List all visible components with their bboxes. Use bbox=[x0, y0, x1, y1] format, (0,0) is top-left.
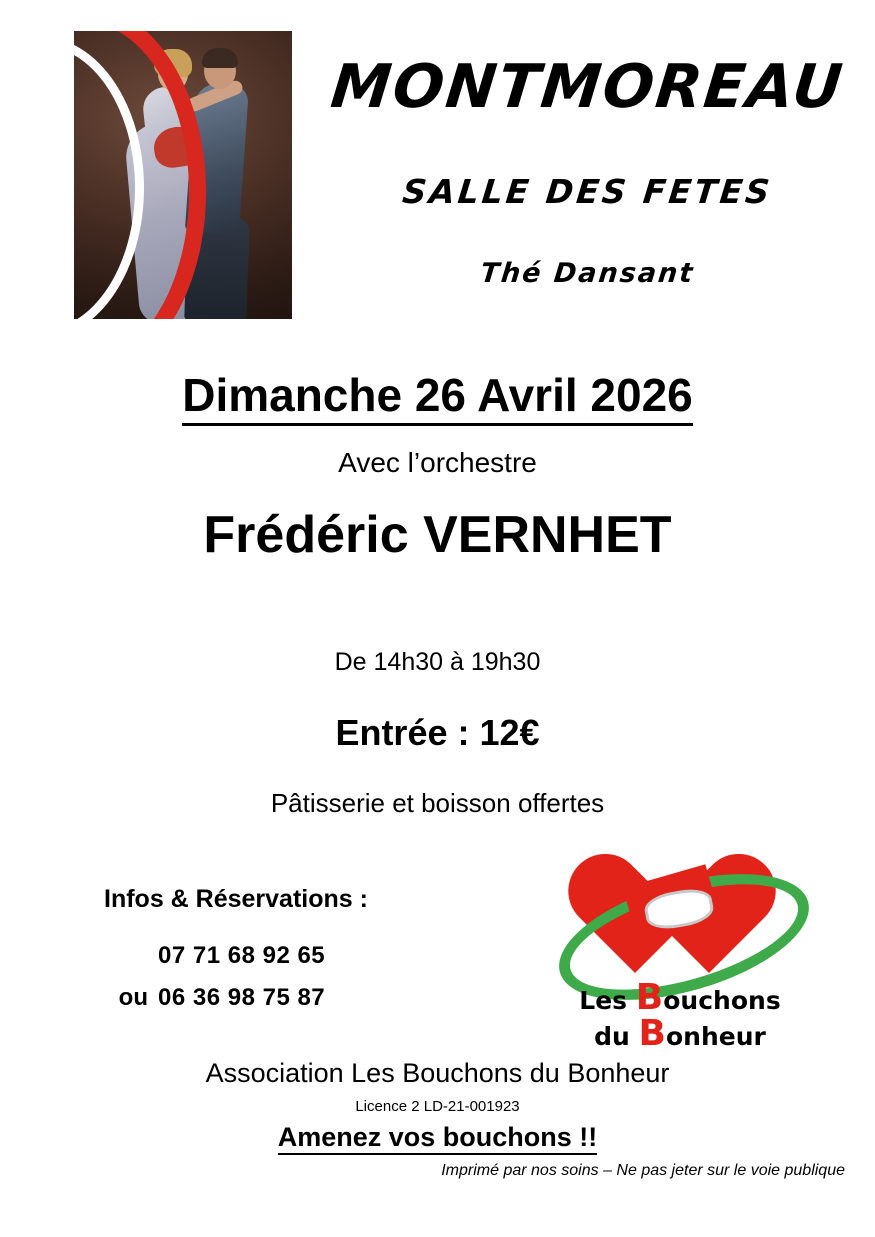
swoosh-edge-mask bbox=[58, 31, 74, 319]
event-hours: De 14h30 à 19h30 bbox=[334, 648, 541, 676]
contact-title: Infos & Réservations : bbox=[104, 885, 368, 913]
event-date bbox=[0, 368, 875, 422]
phone-prefix: ou bbox=[118, 984, 148, 1011]
association-name: Association Les Bouchons du Bonheur bbox=[205, 1058, 670, 1088]
association-logo bbox=[555, 855, 805, 1060]
event-offered: Pâtisserie et boisson offertes bbox=[270, 788, 605, 818]
event-type-subtitle: Thé Dansant bbox=[479, 258, 696, 289]
poster-header bbox=[0, 0, 875, 330]
logo-text-b2: B bbox=[638, 1013, 666, 1054]
couple-dancing-photo bbox=[58, 31, 292, 319]
orchestra-name: Frédéric VERNHET bbox=[203, 506, 672, 564]
licence-number: Licence 2 LD-21-001923 bbox=[355, 1098, 520, 1115]
bring-caps-text: Amenez vos bouchons !! bbox=[278, 1122, 598, 1155]
venue-subtitle: SALLE DES FETES bbox=[400, 172, 775, 211]
bring-caps-message bbox=[0, 1122, 875, 1153]
logo-text-ouchons: ouchons bbox=[663, 986, 781, 1015]
dancer-man-hair bbox=[202, 48, 238, 68]
contact-block bbox=[90, 885, 510, 1026]
logo-line-2 bbox=[555, 1013, 805, 1054]
logo-line-1 bbox=[555, 977, 805, 1018]
page-title: MONTMOREAU bbox=[327, 52, 848, 122]
printed-notice: Imprimé par nos soins – Ne pas jeter sur le voie publique bbox=[441, 1162, 845, 1179]
phone-number[interactable]: 06 36 98 75 87 bbox=[158, 984, 326, 1011]
phone-row bbox=[90, 942, 510, 970]
logo-text-les: Les bbox=[579, 986, 628, 1015]
event-date-text: Dimanche 26 Avril 2026 bbox=[182, 369, 693, 426]
logo-text-onheur: onheur bbox=[666, 1022, 766, 1051]
with-orchestra-label: Avec l’orchestre bbox=[338, 447, 537, 478]
logo-text-du: du bbox=[594, 1022, 630, 1051]
logo-text-b1: B bbox=[635, 977, 664, 1018]
phone-number[interactable]: 07 71 68 92 65 bbox=[158, 942, 326, 969]
title-zone bbox=[300, 0, 875, 330]
phone-row bbox=[90, 984, 510, 1012]
event-price: Entrée : 12€ bbox=[335, 712, 540, 753]
